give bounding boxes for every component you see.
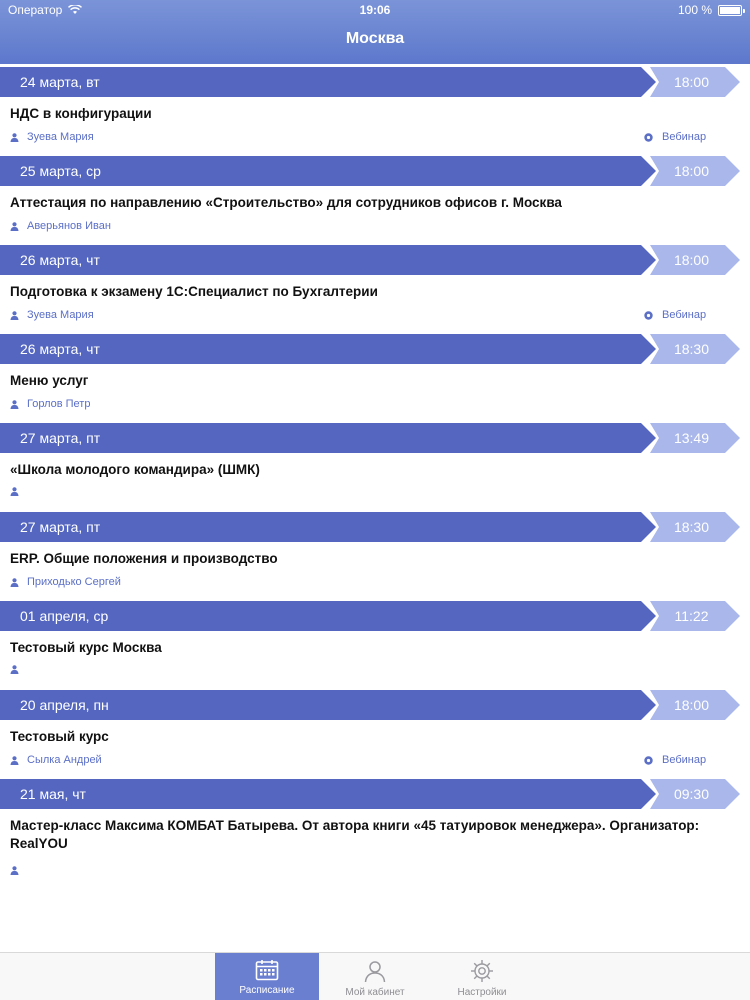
event-format: [644, 309, 706, 321]
event-time: 18:00: [673, 163, 710, 179]
tab-settings-label: Настройки: [457, 987, 507, 998]
gear-icon: [470, 959, 494, 983]
event-date: 24 марта, вт: [20, 74, 100, 90]
page-title: Москва: [345, 30, 405, 47]
event-meta: [10, 665, 740, 679]
event-item[interactable]: [0, 331, 750, 420]
person-icon: [363, 959, 387, 983]
person-icon: [10, 665, 19, 674]
event-title: Мастер-класс Максима КОМБАТ Батырева. От автора книги «45 татуировок менеджера». Организатор: RealYOU: [10, 818, 700, 851]
event-date: 20 апреля, пн: [20, 697, 109, 713]
status-right: [678, 3, 742, 17]
person-icon: [10, 400, 19, 409]
event-speaker: [10, 665, 27, 674]
person-icon: [10, 756, 19, 765]
event-speaker-name: Зуева Мария: [27, 131, 94, 143]
event-title: НДС в конфигурации: [10, 106, 152, 121]
tab-settings[interactable]: [430, 953, 534, 1000]
person-icon: [10, 133, 19, 142]
battery-label: 100 %: [677, 3, 712, 17]
event-header: [0, 153, 750, 186]
event-meta: [10, 487, 740, 501]
webinar-icon: [644, 133, 653, 142]
event-meta: [10, 220, 740, 234]
event-header: [0, 598, 750, 631]
event-speaker: [10, 309, 94, 321]
event-title: Подготовка к экзамену 1С:Специалист по Бухгалтерии: [10, 284, 378, 299]
tab-my-cabinet[interactable]: [323, 953, 427, 1000]
event-item[interactable]: [0, 509, 750, 598]
event-item[interactable]: [0, 242, 750, 331]
event-speaker: [10, 487, 27, 496]
event-date: 26 марта, чт: [20, 341, 100, 357]
event-header: [0, 687, 750, 720]
header: [0, 0, 750, 64]
event-item[interactable]: [0, 64, 750, 153]
webinar-icon: [644, 311, 653, 320]
event-meta: [10, 398, 740, 412]
carrier-label: Оператор: [8, 3, 63, 17]
person-icon: [10, 222, 19, 231]
tab-schedule-label: Расписание: [239, 985, 295, 996]
event-speaker: [10, 398, 90, 410]
event-speaker: [10, 131, 94, 143]
event-list[interactable]: [0, 64, 750, 896]
event-date: 21 мая, чт: [20, 786, 86, 802]
person-icon: [10, 578, 19, 587]
event-header: [0, 509, 750, 542]
event-date: 25 марта, ср: [20, 163, 101, 179]
event-title: «Школа молодого командира» (ШМК): [10, 462, 260, 477]
event-title: ERP. Общие положения и производство: [10, 551, 278, 566]
event-date: 27 марта, пт: [20, 430, 101, 446]
event-speaker: [10, 754, 102, 766]
person-icon: [10, 311, 19, 320]
event-time: 18:00: [673, 252, 710, 268]
event-speaker-name: Приходько Сергей: [27, 576, 121, 588]
event-time: 18:00: [673, 74, 710, 90]
event-header: [0, 242, 750, 275]
event-meta: [10, 866, 740, 880]
event-title: Тестовый курс Москва: [10, 640, 162, 655]
event-time: 18:00: [673, 697, 710, 713]
webinar-icon: [644, 756, 653, 765]
event-speaker-name: Зуева Мария: [27, 309, 94, 321]
event-speaker-name: Сылка Андрей: [27, 754, 102, 766]
event-title: Тестовый курс: [10, 729, 109, 744]
event-meta: [10, 754, 740, 768]
tab-schedule[interactable]: [215, 953, 319, 1000]
event-title: Меню услуг: [10, 373, 89, 388]
event-meta: [10, 576, 740, 590]
event-header: [0, 331, 750, 364]
event-header: [0, 776, 750, 809]
event-time: 11:22: [674, 608, 709, 624]
calendar-icon: [255, 959, 279, 981]
event-item[interactable]: [0, 687, 750, 776]
event-header: [0, 64, 750, 97]
event-date: 01 апреля, ср: [20, 608, 109, 624]
battery-icon: [718, 5, 742, 16]
event-date: 27 марта, пт: [20, 519, 101, 535]
person-icon: [10, 866, 19, 875]
event-item[interactable]: [0, 598, 750, 687]
event-format: [644, 754, 706, 766]
status-time: 19:06: [359, 3, 391, 17]
event-title: Аттестация по направлению «Строительство» для сотрудников офисов г. Москва: [10, 195, 562, 210]
event-item[interactable]: [0, 153, 750, 242]
tab-bar: [0, 952, 750, 1000]
event-item[interactable]: [0, 420, 750, 509]
event-format-label: Вебинар: [662, 309, 707, 321]
event-format-label: Вебинар: [662, 131, 707, 143]
event-speaker-name: Аверьянов Иван: [27, 220, 111, 232]
person-icon: [10, 487, 19, 496]
event-meta: [10, 309, 740, 323]
event-speaker: [10, 576, 121, 588]
event-format-label: Вебинар: [662, 754, 707, 766]
event-item[interactable]: [0, 776, 750, 896]
event-speaker: [10, 866, 27, 875]
event-speaker: [10, 220, 111, 232]
event-time: 18:30: [673, 519, 710, 535]
status-bar: [0, 0, 750, 20]
event-format: [644, 131, 706, 143]
event-date: 26 марта, чт: [20, 252, 100, 268]
date-bar: [0, 779, 656, 809]
event-header: [0, 420, 750, 453]
event-speaker-name: Горлов Петр: [27, 398, 91, 410]
event-time: 13:49: [673, 430, 710, 446]
event-time: 09:30: [673, 786, 710, 802]
event-meta: [10, 131, 740, 145]
tab-my-cabinet-label: Мой кабинет: [345, 987, 405, 998]
event-time: 18:30: [673, 341, 710, 357]
